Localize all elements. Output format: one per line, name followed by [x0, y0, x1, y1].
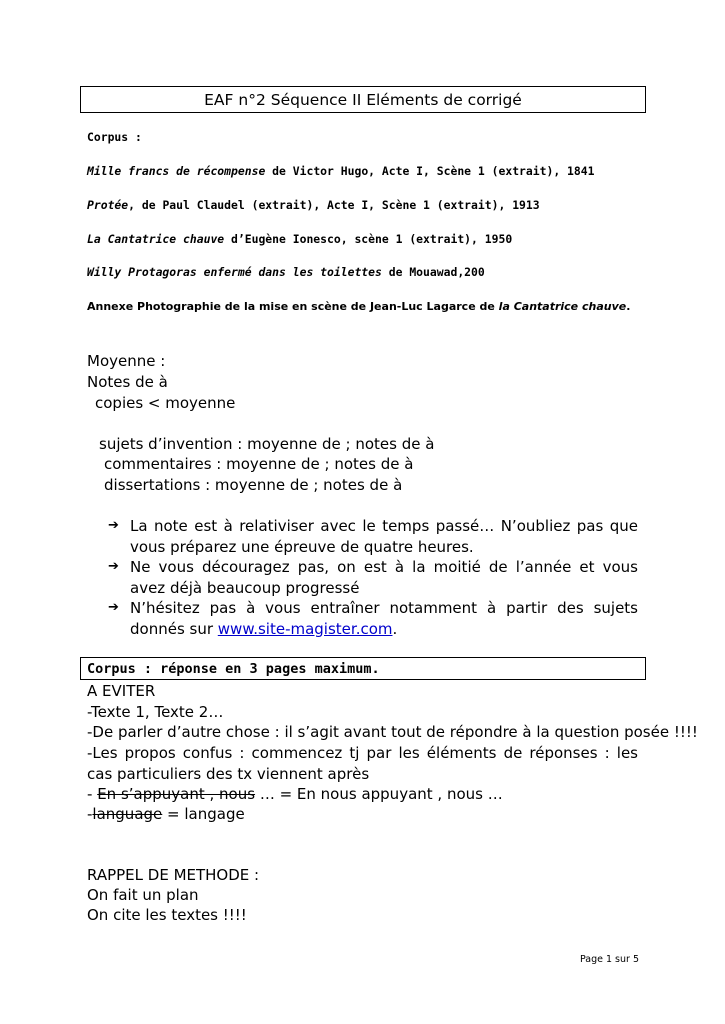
right-arrow-icon: ➔	[108, 559, 119, 574]
eviter-line-4-struck: En s’appuyant , nous	[97, 785, 256, 803]
annex-prefix: Annexe Photographie de la mise en scène de Jean-Luc Lagarce de	[87, 300, 499, 313]
invention-line: sujets d’invention : moyenne de ; notes de à	[99, 435, 435, 453]
page-number: Page 1 sur 5	[579, 954, 639, 965]
advice-text-1: La note est à relativiser avec le temps passé… N’oubliez pas que vous préparez une épreuve de quatre heures.	[130, 517, 638, 556]
corpus-item-1-rest: de Victor Hugo, Acte I, Scène 1 (extrait), 1841	[265, 164, 595, 178]
corpus-item-2	[87, 198, 540, 212]
advice-bullet-3	[108, 598, 638, 639]
right-arrow-icon: ➔	[108, 600, 119, 615]
section-box	[80, 657, 646, 680]
eviter-line-2: -De parler d’autre chose : il s’agit avant tout de répondre à la question posée !!!!	[87, 723, 698, 741]
site-magister-link[interactable]: www.site-magister.com	[217, 619, 393, 638]
annex-suffix: .	[626, 300, 631, 313]
corpus-item-4-rest: de Mouawad,200	[381, 265, 485, 279]
right-arrow-icon: ➔	[108, 518, 119, 533]
commentaires-line: commentaires : moyenne de ; notes de à	[104, 455, 414, 473]
methode-heading: RAPPEL DE METHODE :	[87, 866, 260, 884]
dissertations-line: dissertations : moyenne de ; notes de à	[104, 476, 403, 494]
corpus-item-2-rest: , de Paul Claudel (extrait), Acte I, Scène 1 (extrait), 1913	[128, 198, 540, 212]
annex-line	[87, 300, 630, 313]
eviter-line-4	[87, 785, 503, 803]
page-title: EAF n°2 Séquence II Eléments de corrigé	[204, 91, 522, 109]
eviter-line-4-suffix: … = En nous appuyant , nous …	[255, 785, 503, 803]
eviter-line-5	[87, 805, 245, 823]
eviter-line-3: -Les propos confus : commencez tj par les éléments de réponses : les cas particuliers des tx viennent après	[87, 744, 638, 783]
section-title: Corpus : réponse en 3 pages maximum.	[87, 661, 380, 677]
corpus-item-4	[87, 265, 485, 279]
advice-text-2: Ne vous découragez pas, on est à la moitié de l’année et vous avez déjà beaucoup progressé	[130, 558, 638, 597]
corpus-item-3-title: La Cantatrice chauve	[87, 232, 225, 246]
notes-line: Notes de à	[87, 373, 168, 391]
eviter-heading: A EVITER	[87, 682, 156, 700]
advice-bullet-1	[108, 516, 638, 557]
corpus-item-1	[87, 164, 594, 178]
annex-title: la Cantatrice chauve	[498, 300, 627, 313]
eviter-line-5-prefix: -	[87, 805, 93, 823]
advice-bullet-2	[108, 557, 638, 598]
eviter-line-4-prefix: -	[87, 785, 98, 803]
eviter-line-5-suffix: = langage	[162, 805, 245, 823]
corpus-item-2-title: Protée	[87, 198, 129, 212]
methode-line-1: On fait un plan	[87, 886, 199, 904]
advice-text-3-prefix: N’hésitez pas à vous entraîner notamment à partir des sujets donnés sur	[130, 599, 638, 638]
eviter-line-5-struck: language	[92, 805, 163, 823]
methode-line-2: On cite les textes !!!!	[87, 906, 247, 924]
corpus-label: Corpus :	[87, 130, 142, 144]
moyenne-line: Moyenne :	[87, 352, 166, 370]
corpus-item-3	[87, 232, 512, 246]
title-box	[80, 86, 646, 113]
corpus-item-1-title: Mille francs de récompense	[87, 164, 266, 178]
eviter-line-1: -Texte 1, Texte 2…	[87, 703, 224, 721]
copies-line: copies < moyenne	[95, 394, 236, 412]
corpus-item-3-rest: d’Eugène Ionesco, scène 1 (extrait), 1950	[224, 232, 513, 246]
advice-text-3	[130, 598, 638, 639]
corpus-item-4-title: Willy Protagoras enfermé dans les toilettes	[87, 265, 382, 279]
advice-text-3-suffix: .	[392, 619, 398, 638]
